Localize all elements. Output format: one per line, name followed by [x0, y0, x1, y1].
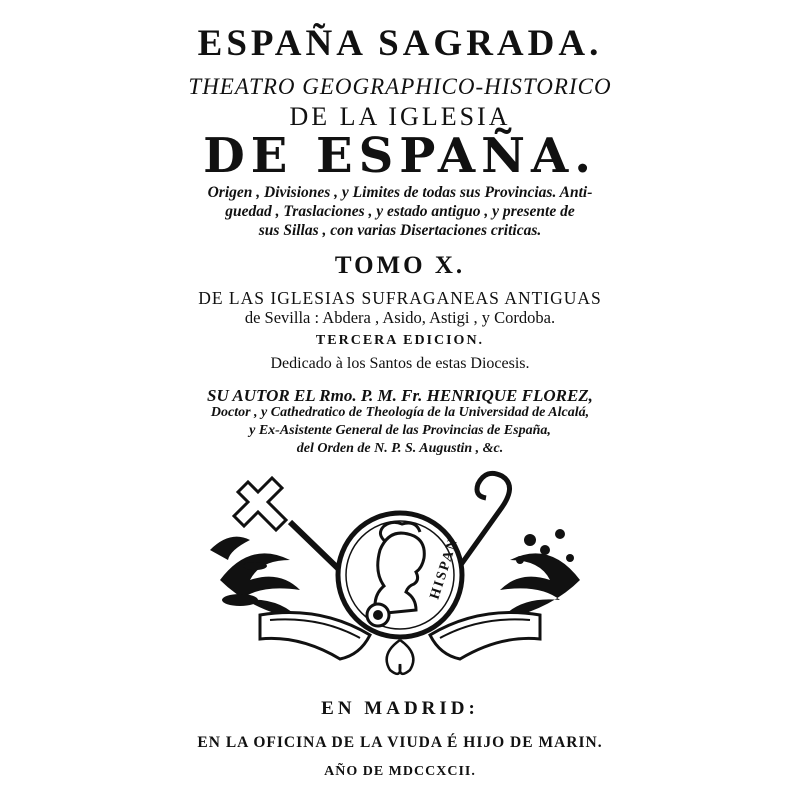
shield-icon [367, 604, 389, 626]
imprint-year: AÑO DE MDCCXCII. [324, 764, 476, 779]
author-line-1: SU AUTOR EL Rmo. P. M. Fr. HENRIQUE FLOREZ, [207, 386, 593, 405]
description-line-1: Origen , Divisiones , y Limites de todas sus Provincias. Anti- [207, 184, 593, 201]
subject-line-2: de Sevilla : Abdera , Asido, Astigi , y Cordoba. [244, 308, 556, 327]
subtitle-line-1: THEATRO GEOGRAPHICO-HISTORICO [188, 74, 612, 99]
author-line-3: y Ex-Asistente General de las Provincias de España, [249, 423, 551, 438]
printers-vignette [200, 470, 600, 680]
subject-line-1: DE LAS IGLESIAS SUFRAGANEAS ANTIGUAS [198, 288, 602, 308]
main-title: ESPAÑA SAGRADA. [197, 23, 603, 64]
description-line-3: sus Sillas , con varias Disertaciones criticas. [258, 222, 542, 239]
black-letter-title: DE ESPAÑA. [203, 128, 597, 184]
right-foliage [500, 529, 580, 620]
description-line-2: guedad , Traslaciones , y estado antiguo , y presente de [225, 203, 575, 220]
edition: TERCERA EDICION. [315, 333, 485, 348]
left-foliage [210, 537, 300, 620]
dedication: Dedicado à los Santos de estas Diocesis. [270, 355, 530, 372]
subtitle-line-2: DE LA IGLESIA [289, 102, 511, 131]
ribbon [387, 640, 414, 674]
medallion-inscription: HISPAN [427, 535, 462, 602]
imprint-place: EN MADRID: [321, 698, 479, 719]
author-line-4: del Orden de N. P. S. Augustin , &c. [296, 441, 504, 456]
imprint-printer: EN LA OFICINA DE LA VIUDA É HIJO DE MARIN. [197, 734, 603, 751]
volume-number: TOMO X. [334, 252, 466, 279]
author-line-2: Doctor , y Cathedratico de Theología de la Universidad de Alcalá, [210, 405, 590, 420]
